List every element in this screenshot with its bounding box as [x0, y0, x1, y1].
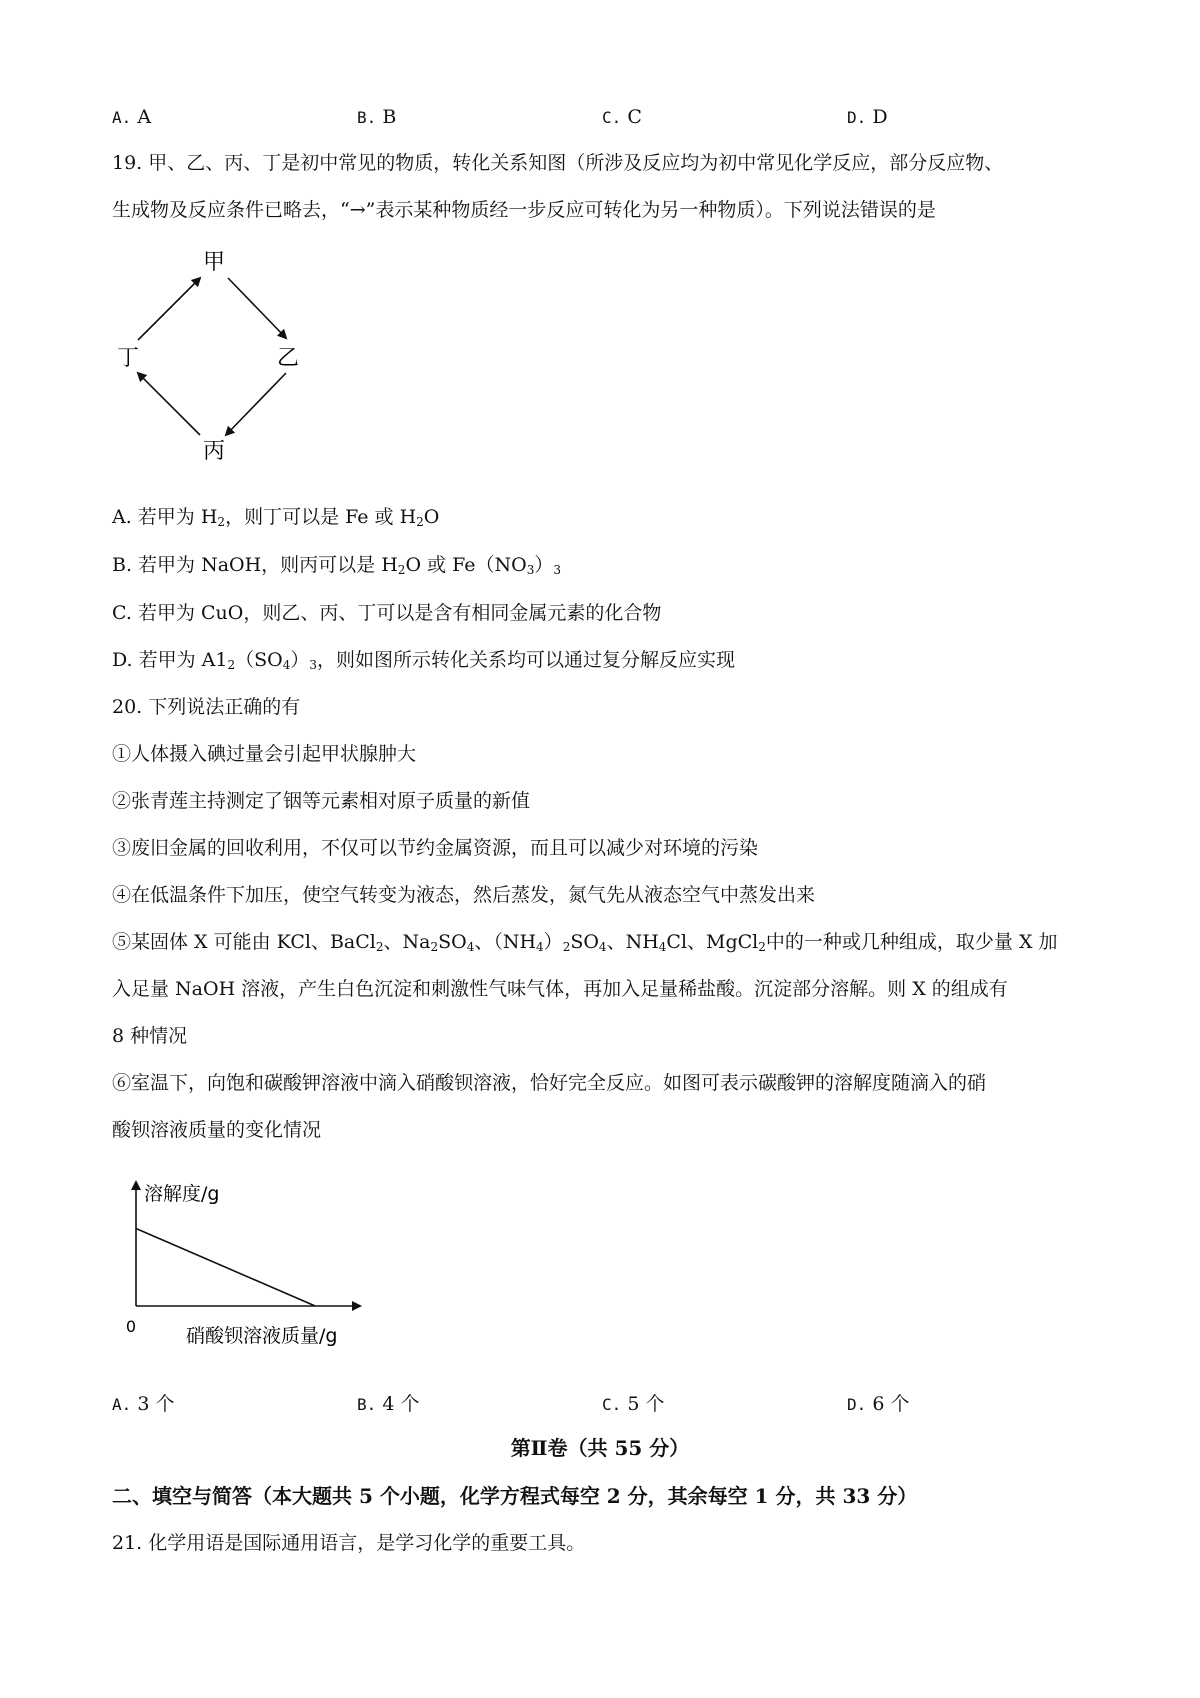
q18-options — [112, 106, 1092, 130]
q20-statement-6-line1: ⑥室温下，向饱和碳酸钾溶液中滴入硝酸钡溶液，恰好完全反应。如图可表示碳酸钾的溶解度随滴入的硝 — [112, 1072, 987, 1094]
x-axis-label: 硝酸钡溶液质量/g — [186, 1325, 338, 1347]
q20-option-b: B. 4 个 — [357, 1393, 420, 1415]
arrow-right-to-bottom — [226, 373, 286, 435]
arrow-bottom-to-left — [138, 373, 200, 435]
q19-conversion-diagram — [100, 245, 320, 475]
solubility-series — [136, 1229, 315, 1307]
origin-label: 0 — [125, 1317, 137, 1336]
q20-option-a: A. 3 个 — [112, 1393, 175, 1415]
q19-stem-line1: 19. 甲、乙、丙、丁是初中常见的物质，转化关系知图（所涉及反应均为初中常见化学反应，部分反应物、 — [112, 152, 1004, 174]
section2-title: 第Ⅱ卷（共 55 分） — [510, 1436, 690, 1460]
q20-statement-5-line1: ⑤某固体 X 可能由 KCl、BaCl$_2$、$Na_2SO_4$、$(NH_4)_2SO_4$、$NH_4Cl$、MgCl$_2$中的一种或几种组成，取少量 X 加 — [112, 931, 1058, 954]
y-axis-label: 溶解度/g — [144, 1183, 220, 1205]
q19-option-c: C. 若甲为 CuO，则乙、丙、丁可以是含有相同金属元素的化合物 — [112, 602, 662, 624]
node-top: 甲 — [202, 250, 226, 275]
arrow-top-to-right — [228, 278, 286, 338]
q18-option-a: A. A — [112, 106, 152, 128]
node-bottom: 丙 — [202, 439, 226, 464]
solubility-line-0 — [136, 1229, 315, 1307]
q18-option-c: C. C — [602, 106, 642, 128]
q18-option-b: B. B — [357, 106, 397, 128]
q20-stem: 20. 下列说法正确的有 — [112, 696, 301, 718]
q20-statement-5-line2: 入足量 NaOH 溶液，产生白色沉淀和刺激性气味气体，再加入足量稀盐酸。沉淀部分溶解。则 X 的组成有 — [112, 978, 1008, 1000]
part2-heading: 二、填空与简答（本大题共 5 个小题，化学方程式每空 2 分，其余每空 1 分，共 33 分） — [112, 1484, 918, 1508]
q20-statement-5-line3: 8 种情况 — [112, 1025, 188, 1047]
q18-option-d: D. D — [847, 106, 888, 128]
q20-statement-6-line2: 酸钡溶液质量的变化情况 — [112, 1119, 322, 1141]
q19-option-d: D. 若甲为 $A1_2(SO_4)_3$，则如图所示转化关系均可以通过复分解反应实现 — [112, 649, 736, 672]
q19-option-a: A. 若甲为 $H_2$，则丁可以是 Fe 或 $H_2O$ — [112, 506, 440, 529]
q20-options — [112, 1389, 1092, 1413]
q20-statement-2: ②张青莲主持测定了铟等元素相对原子质量的新值 — [112, 790, 531, 812]
arrow-left-to-top — [138, 278, 200, 340]
q20-statement-3: ③废旧金属的回收利用，不仅可以节约金属资源，而且可以减少对环境的污染 — [112, 837, 759, 859]
node-right: 乙 — [276, 346, 300, 371]
node-left: 丁 — [116, 346, 140, 371]
q19-stem-line2: 生成物及反应条件已略去，“→”表示某种物质经一步反应可转化为另一种物质）。下列说法错误的是 — [112, 199, 936, 221]
q20-option-d: D. 6 个 — [847, 1393, 910, 1415]
q20-statement-1: ①人体摄入碘过量会引起甲状腺肿大 — [112, 743, 417, 765]
solubility-chart — [110, 1170, 410, 1350]
q20-option-c: C. 5 个 — [602, 1393, 665, 1415]
q19-option-b: B. 若甲为 NaOH，则丙可以是 $H_2O$ 或 $Fe(NO_3)_3$ — [112, 554, 561, 577]
q20-statement-4: ④在低温条件下加压，使空气转变为液态，然后蒸发，氮气先从液态空气中蒸发出来 — [112, 884, 816, 906]
q21-stem: 21. 化学用语是国际通用语言，是学习化学的重要工具。 — [112, 1532, 586, 1554]
